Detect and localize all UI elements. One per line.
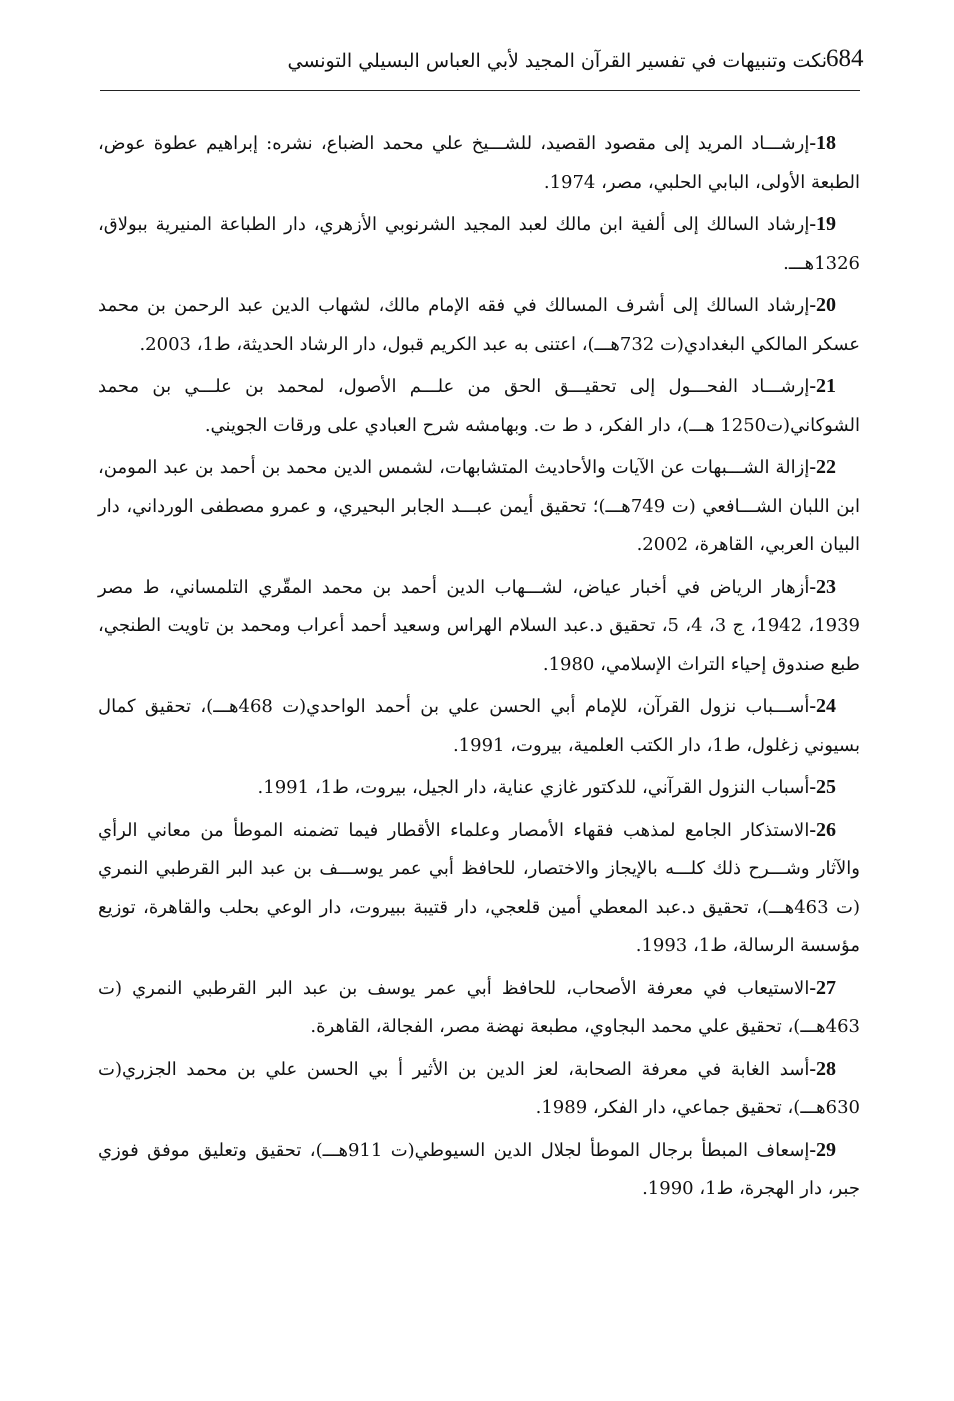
bibliography-entry <box>98 768 860 808</box>
entry-text: أسد الغابة في معرفة الصحابة، لعز الدين بن الأثير أ بي الحسن علي بن محمد الجزري(ت 630هـــ)، تحقيق جماعي، دار الفكر، 1989. <box>98 1058 860 1118</box>
bibliography-entry <box>98 124 860 202</box>
entry-number: 24- <box>809 695 836 717</box>
entry-number: 18- <box>809 132 836 154</box>
entry-number: 23- <box>809 575 836 598</box>
entry-number: 22- <box>809 456 836 478</box>
bibliography-entry <box>98 1050 860 1128</box>
bibliography-entry <box>98 367 860 445</box>
entry-text: إزالة الشـــبهات عن الآيات والأحاديث المتشابهات، لشمس الدين محمد بن أحمد بن عبد المومن، ابن اللبان الشـــافعي (ت 749هـــ)؛ تحقيق أيمن عبـــد الجابر البحيري، و عمرو مصطفى الورداني، دار البيان العربي، القاهرة، 2002. <box>98 457 860 555</box>
bibliography-entry <box>98 448 860 565</box>
entry-number: 19- <box>809 213 836 235</box>
entry-number: 28- <box>809 1057 836 1080</box>
entry-text: الاستيعاب في معرفة الأصحاب، للحافظ أبي عمر يوسف بن عبد البر القرطبي النمري (ت 463هـــ)، تحقيق علي محمد البجاوي، مطبعة نهضة مصر، الفجالة، القاهرة. <box>98 977 860 1037</box>
page-number: 684 <box>826 45 864 72</box>
entry-text: إرشـــاد المريد إلى مقصود القصيد، للشـــيخ علي محمد الضباع، نشره: إبراهيم عطوة عوض، الطبعة الأولى، البابي الحلبي، مصر، 1974. <box>98 133 860 193</box>
bibliography-entry <box>98 286 860 364</box>
entry-text: أسباب النزول القرآني، للدكتور غازي عناية، دار الجيل، بيروت، ط1، 1991. <box>257 777 810 798</box>
entry-number: 27- <box>809 976 836 999</box>
bibliography-entry <box>98 205 860 283</box>
entry-text: إرشاد السالك إلى أشرف المسالك في فقه الإمام مالك، لشهاب الدين عبد الرحمن بن محمد عسكر المالكي البغدادي(ت 732هـــ)، اعتنى به عبد الكريم قبول، دار الرشاد الحديثة، ط1، 2003. <box>98 295 860 355</box>
running-title: نكت وتنبيهات في تفسير القرآن المجيد لأبي العباس البسيلي التونسي <box>287 50 827 72</box>
entry-number: 20- <box>809 294 836 316</box>
entry-text: إرشاد السالك إلى ألفية ابن مالك لعبد المجيد الشرنوبي الأزهري، دار الطباعة المنيرية ببولاق، 1326هـــ. <box>98 214 860 274</box>
bibliography-entry <box>98 1131 860 1209</box>
entry-text: أزهار الرياض في أخبار عياض، لشـــهاب الدين أحمد بن محمد المقّري التلمساني، ط مصر 1939، 1942، ج 3، 4، 5، تحقيق د.عبد السلام الهراس وسعيد أحمد أعراب ومحمد بن تاويت الطنجي، طبع صندوق إحياء التراث الإسلامي، 1980. <box>98 576 861 675</box>
entry-text: إسعاف المبطأ برجال الموطأ لجلال الدين السيوطي(ت 911هـــ)، تحقيق وتعليق موفق فوزي جبر، دار الهجرة، ط1، 1990. <box>98 1139 860 1199</box>
bibliography-entry <box>98 687 860 765</box>
entry-number: 21- <box>809 375 836 397</box>
bibliography-entry <box>98 969 860 1047</box>
bibliography-list <box>98 124 860 1212</box>
entry-text: أســـباب نزول القرآن، للإمام أبي الحسن علي بن أحمد الواحدي(ت 468هـــ)، تحقيق كمال بسيوني زغلول، ط1، دار الكتب العلمية، بيروت، 1991. <box>98 696 860 756</box>
entry-text: إرشـــاد الفحـــول إلى تحقيـــق الحق من علـــم الأصول، لمحمد بن علـــي بن محمد الشوكاني(ت1250 هـــ)، دار الفكر، د ط ت. وبهامشه شرح العبادي على ورقات الجويني. <box>98 376 860 436</box>
entry-number: 26- <box>809 818 836 841</box>
header-rule <box>100 90 860 91</box>
bibliography-entry <box>98 568 860 685</box>
page-header <box>0 0 954 100</box>
entry-text: الاستذكار الجامع لمذهب فقهاء الأمصار وعلماء الأقطار فيما تضمنه الموطأ من معاني الرأي والآثار وشـــرح ذلك كلـــه بالإيجاز والاختصار، للحافظ أبي عمر يوســـف بن عبد البر القرطبي النمري (ت 463هـــ)، تحقيق د.عبد المعطي أمين قلعجي، دار قتيبة ببيروت، دار الوعي بحلب والقاهرة، توزيع مؤسسة الرسالة، ط1، 1993. <box>98 819 860 956</box>
entry-number: 29- <box>809 1138 836 1161</box>
bibliography-entry <box>98 811 860 966</box>
entry-number: 25- <box>809 776 836 798</box>
